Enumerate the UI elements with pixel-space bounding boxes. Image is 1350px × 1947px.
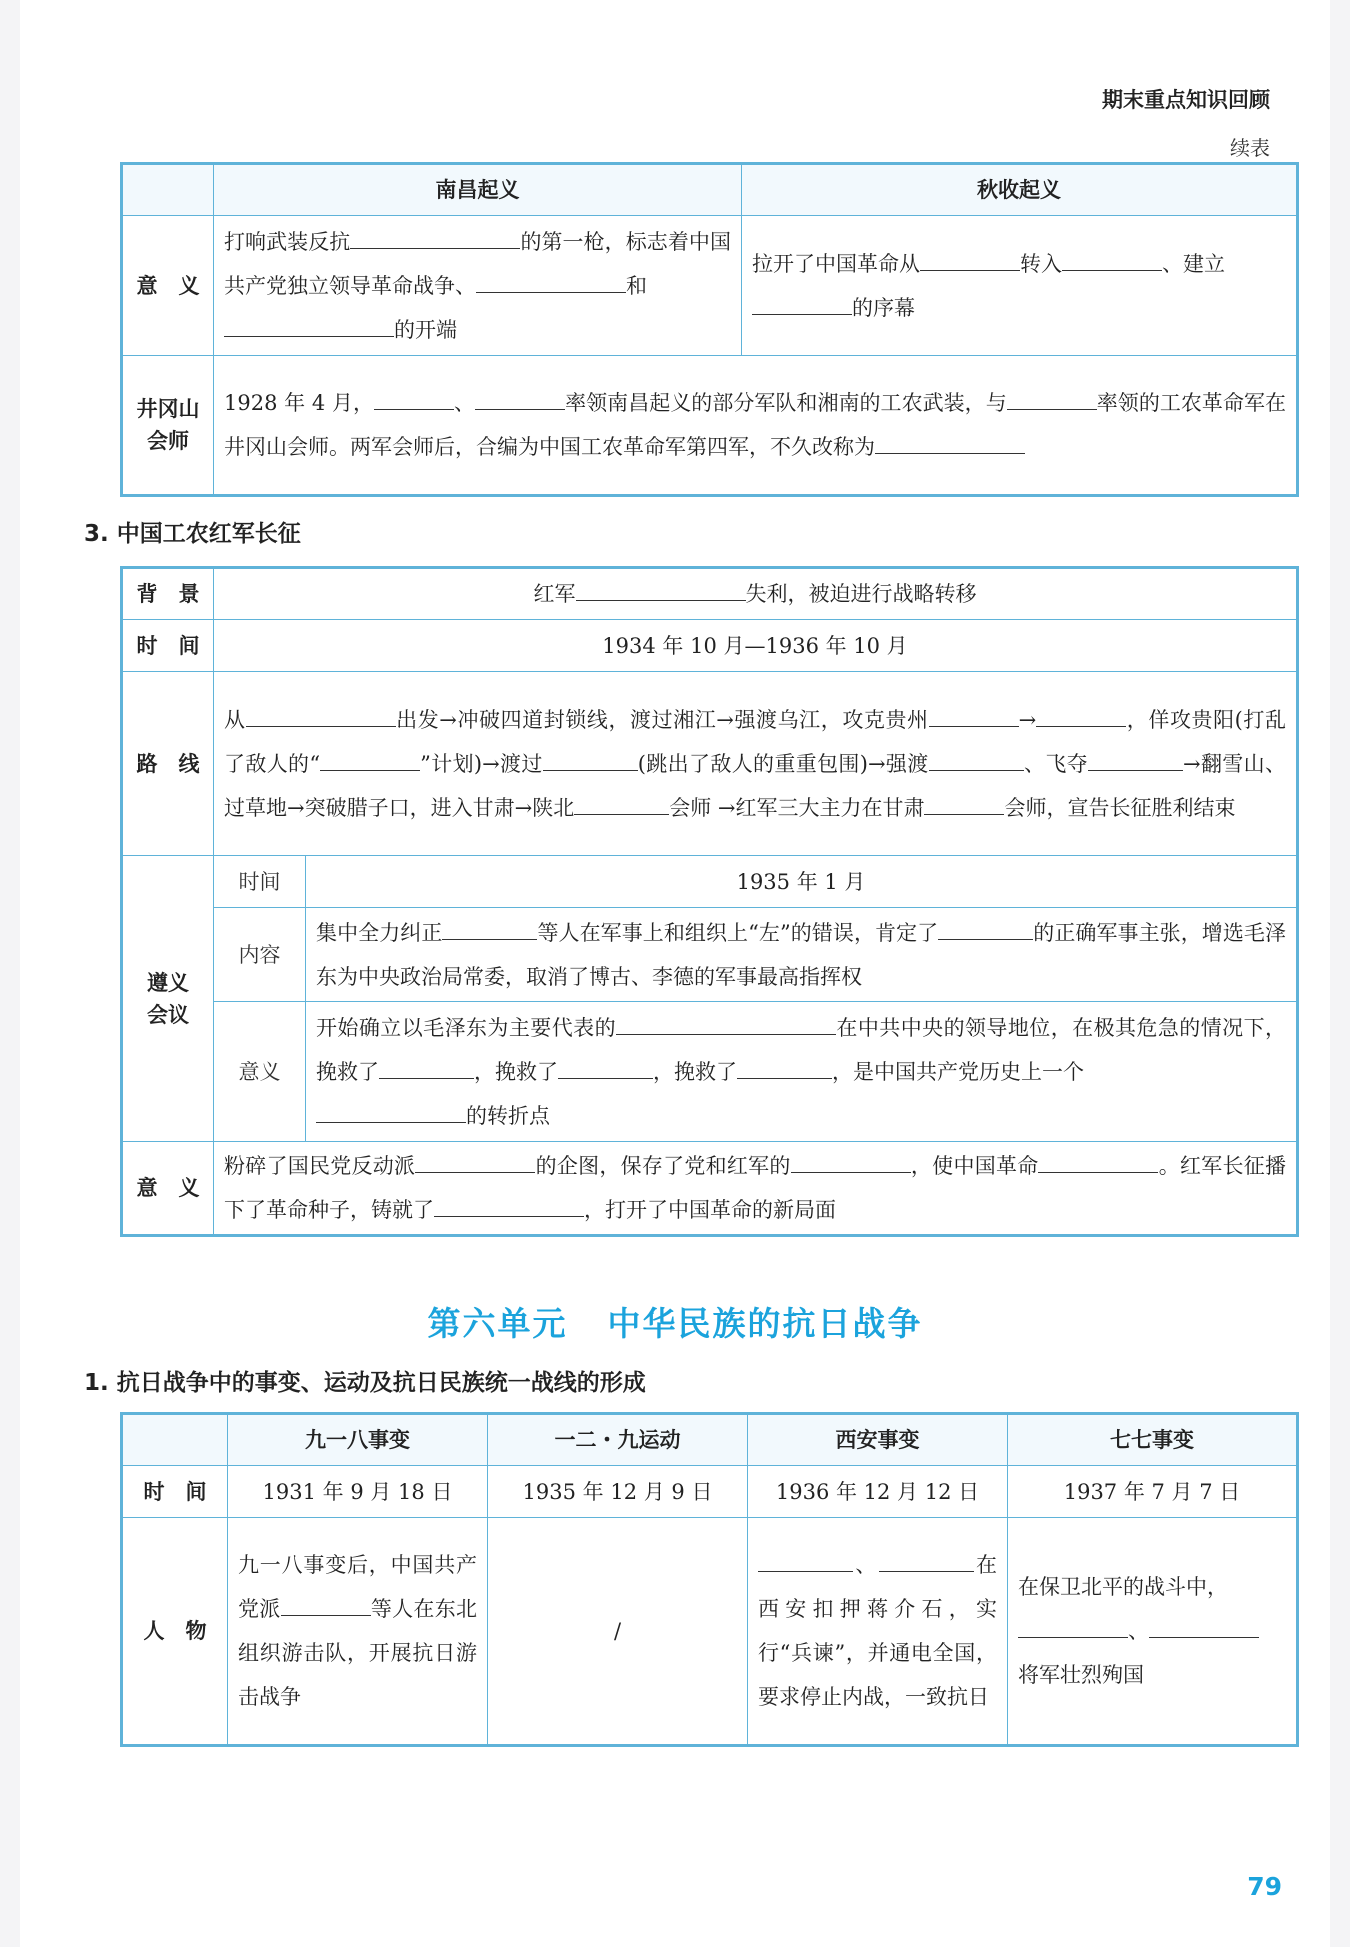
row-label-meaning: 意 义 <box>122 216 214 356</box>
blank[interactable] <box>791 1148 911 1173</box>
blank[interactable] <box>929 702 1019 727</box>
blank[interactable] <box>1018 1613 1128 1638</box>
blank[interactable] <box>224 312 394 337</box>
row-label-jinggangshan: 井冈山 会师 <box>122 356 214 496</box>
blank[interactable] <box>1088 746 1183 771</box>
blank[interactable] <box>879 1547 974 1572</box>
blank[interactable] <box>281 1591 371 1616</box>
blank[interactable] <box>320 746 420 771</box>
jinggangshan-content: 1928 年 4 月， 、 率领南昌起义的部分军队和湘南的工农武装，与 率领的工农革命军在井冈山会师。两军会师后，合编为中国工农革命军第四军，不久改称为 <box>214 356 1298 496</box>
section-incidents-title: 1. 抗日战争中的事变、运动及抗日民族统一战线的形成 <box>84 1370 646 1396</box>
blank[interactable] <box>576 576 746 601</box>
blank[interactable] <box>350 224 520 249</box>
people-918: 九一八事变后，中国共产党派 等人在东北组织游击队，开展抗日游击战争 <box>228 1518 488 1746</box>
blank[interactable] <box>1062 246 1162 271</box>
blank[interactable] <box>758 1547 853 1572</box>
zunyi-content-label: 内容 <box>214 908 306 1002</box>
page-number: 79 <box>1247 1872 1282 1901</box>
blank[interactable] <box>558 1054 653 1079</box>
blank[interactable] <box>1007 385 1097 410</box>
time-xian: 1936 年 12 月 12 日 <box>748 1466 1008 1518</box>
uprising-table <box>120 162 1299 497</box>
blank[interactable] <box>434 1192 584 1217</box>
zunyi-meaning: 开始确立以毛泽东为主要代表的 在中共中央的领导地位，在极其危急的情况下，挽救了 ，挽救了 ，挽救了 ，是中国共产党历史上一个 的转折点 <box>306 1002 1298 1142</box>
blank[interactable] <box>752 290 852 315</box>
blank[interactable] <box>737 1054 832 1079</box>
row-label-time: 时 间 <box>122 620 214 672</box>
corner-cell <box>122 1414 228 1466</box>
blank[interactable] <box>246 702 396 727</box>
blank[interactable] <box>543 746 638 771</box>
col-918: 九一八事变 <box>228 1414 488 1466</box>
corner-cell <box>122 164 214 216</box>
qiushou-meaning: 拉开了中国革命从 转入 、建立 的序幕 <box>742 216 1298 356</box>
row-label-route: 路 线 <box>122 672 214 856</box>
zunyi-time-value: 1935 年 1 月 <box>306 856 1298 908</box>
col-nanchang: 南昌起义 <box>214 164 742 216</box>
blank[interactable] <box>475 385 565 410</box>
blank[interactable] <box>875 429 1025 454</box>
blank[interactable] <box>374 385 454 410</box>
blank[interactable] <box>316 1098 466 1123</box>
blank[interactable] <box>1038 1148 1158 1173</box>
continued-label: 续表 <box>1230 136 1270 160</box>
blank[interactable] <box>920 246 1020 271</box>
row-label-zunyi: 遵义 会议 <box>122 856 214 1142</box>
time-129: 1935 年 12 月 9 日 <box>488 1466 748 1518</box>
significance-content: 粉碎了国民党反动派 的企图，保存了党和红军的 ，使中国革命 。红军长征播下了革命种子，铸就了 ，打开了中国革命的新局面 <box>214 1142 1298 1236</box>
row-label-people: 人 物 <box>122 1518 228 1746</box>
unit-number: 第六单元 <box>427 1304 568 1343</box>
col-qiushou: 秋收起义 <box>742 164 1298 216</box>
blank[interactable] <box>616 1010 836 1035</box>
zunyi-content: 集中全力纠正 等人在军事上和组织上“左”的错误，肯定了 的正确军事主张，增选毛泽东为中央政治局常委，取消了博古、李德的军事最高指挥权 <box>306 908 1298 1002</box>
blank[interactable] <box>415 1148 535 1173</box>
time-77: 1937 年 7 月 7 日 <box>1008 1466 1298 1518</box>
blank[interactable] <box>924 790 1004 815</box>
blank[interactable] <box>379 1054 474 1079</box>
incidents-table <box>120 1412 1299 1747</box>
blank[interactable] <box>476 268 626 293</box>
section-long-march-title: 3. 中国工农红军长征 <box>84 521 301 547</box>
blank[interactable] <box>929 746 1024 771</box>
blank[interactable] <box>1149 1613 1259 1638</box>
unit-title <box>20 1298 1330 1345</box>
unit-name: 中华民族的抗日战争 <box>607 1304 923 1343</box>
row-label-significance: 意 义 <box>122 1142 214 1236</box>
background-content: 红军 失利，被迫进行战略转移 <box>214 568 1298 620</box>
people-77: 在保卫北平的战斗中， 、 将军壮烈殉国 <box>1008 1518 1298 1746</box>
col-xian: 西安事变 <box>748 1414 1008 1466</box>
blank[interactable] <box>442 915 537 940</box>
long-march-table <box>120 566 1299 1237</box>
time-918: 1931 年 9 月 18 日 <box>228 1466 488 1518</box>
row-label-background: 背 景 <box>122 568 214 620</box>
people-xian: 、 在西安扣押蒋介石，实行“兵谏”，并通电全国，要求停止内战，一致抗日 <box>748 1518 1008 1746</box>
nanchang-meaning: 打响武装反抗 的第一枪，标志着中国共产党独立领导革命战争、 和 的开端 <box>214 216 742 356</box>
page <box>20 0 1330 1947</box>
col-77: 七七事变 <box>1008 1414 1298 1466</box>
zunyi-meaning-label: 意义 <box>214 1002 306 1142</box>
blank[interactable] <box>938 915 1033 940</box>
time-content: 1934 年 10 月—1936 年 10 月 <box>214 620 1298 672</box>
route-content: 从 出发→冲破四道封锁线，渡过湘江→强渡乌江，攻克贵州 → ，佯攻贵阳(打乱了敌人的“ ”计划)→渡过 (跳出了敌人的重重包围)→强渡 、飞夺 →翻雪山、过草地→突破腊子口，进入甘肃→陕北 会师 →红军三大主力在甘肃 会师，宣告长征胜利结束 <box>214 672 1298 856</box>
blank[interactable] <box>1036 702 1126 727</box>
people-129: / <box>488 1518 748 1746</box>
blank[interactable] <box>574 790 669 815</box>
zunyi-time-label: 时间 <box>214 856 306 908</box>
running-header: 期末重点知识回顾 <box>1102 88 1270 112</box>
row-label-time: 时 间 <box>122 1466 228 1518</box>
col-129: 一二・九运动 <box>488 1414 748 1466</box>
